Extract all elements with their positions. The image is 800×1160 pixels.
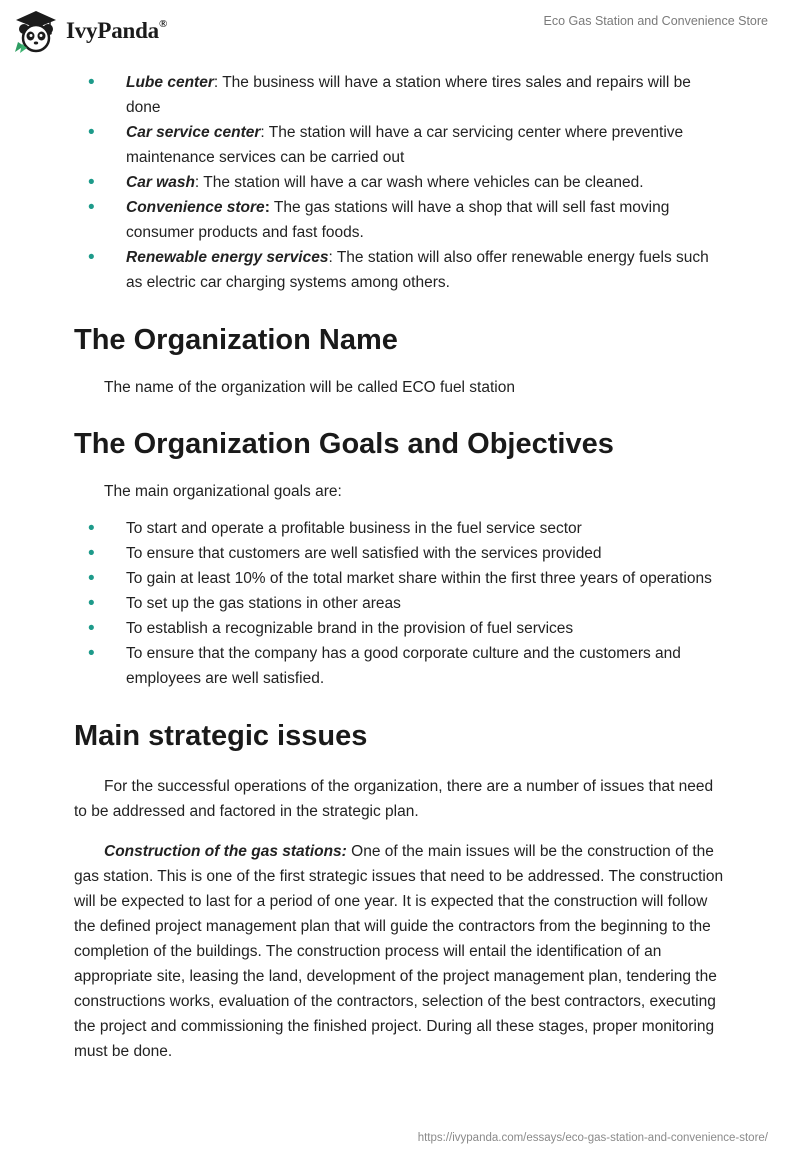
list-item: • Car wash: The station will have a car wash where vehicles can be cleaned.: [74, 170, 724, 195]
source-url[interactable]: https://ivypanda.com/essays/eco-gas-station-and-convenience-store/: [417, 1132, 768, 1144]
panda-icon: [12, 8, 60, 54]
org-name-paragraph: The name of the organization will be called ECO fuel station: [104, 379, 515, 396]
list-item: • To gain at least 10% of the total market share within the first three years of operations: [74, 566, 724, 591]
list-item: • Lube center: The business will have a station where tires sales and repairs will be done: [74, 70, 724, 120]
section-heading-goals: The Organization Goals and Objectives: [74, 428, 614, 460]
section-heading-org-name: The Organization Name: [74, 324, 398, 356]
list-item: • To ensure that the company has a good corporate culture and the customers and employees are well satisfied.: [74, 641, 724, 691]
list-item: • To set up the gas stations in other areas: [74, 591, 724, 616]
list-item: • To establish a recognizable brand in the provision of fuel services: [74, 616, 724, 641]
section-heading-strategic: Main strategic issues: [74, 720, 368, 752]
strategic-intro: For the successful operations of the organization, there are a number of issues that need to be addressed and factored in the strategic plan.: [74, 778, 714, 820]
essay-content: [74, 68, 724, 1064]
goals-list: [74, 516, 724, 691]
ivypanda-logo[interactable]: [12, 8, 167, 54]
document-title: Eco Gas Station and Convenience Store: [543, 14, 768, 28]
page-header: [0, 0, 800, 64]
list-item: • To ensure that customers are well satisfied with the services provided: [74, 541, 724, 566]
services-list: [74, 70, 724, 295]
goals-intro: The main organizational goals are:: [104, 483, 342, 500]
list-item: • To start and operate a profitable business in the fuel service sector: [74, 516, 724, 541]
logo-wordmark: IvyPanda®: [66, 18, 168, 43]
list-item: • Renewable energy services: The station will also offer renewable energy fuels such as electric car charging systems among others.: [74, 245, 724, 295]
construction-paragraph: Construction of the gas stations: One of the main issues will be the construction of the gas station. This is one of the first strategic issues that need to be addressed. The construction will be expected to last for a period of one year. It is expected that the construction will follow the defined project management plan that will guide the contractors from the beginning to the completion of the buildings. The construction process will entail the identification of an appropriate site, leasing the land, development of the project management plan, tendering the constructions works, evaluation of the contractors, selection of the best contractors, executing the project and commissioning the finished project. During all these stages, proper monitoring must be done.: [74, 843, 724, 1060]
list-item: • Car service center: The station will have a car servicing center where preventive maintenance services can be carried out: [74, 120, 724, 170]
list-item: • Convenience store: The gas stations will have a shop that will sell fast moving consumer products and fast foods.: [74, 195, 724, 245]
